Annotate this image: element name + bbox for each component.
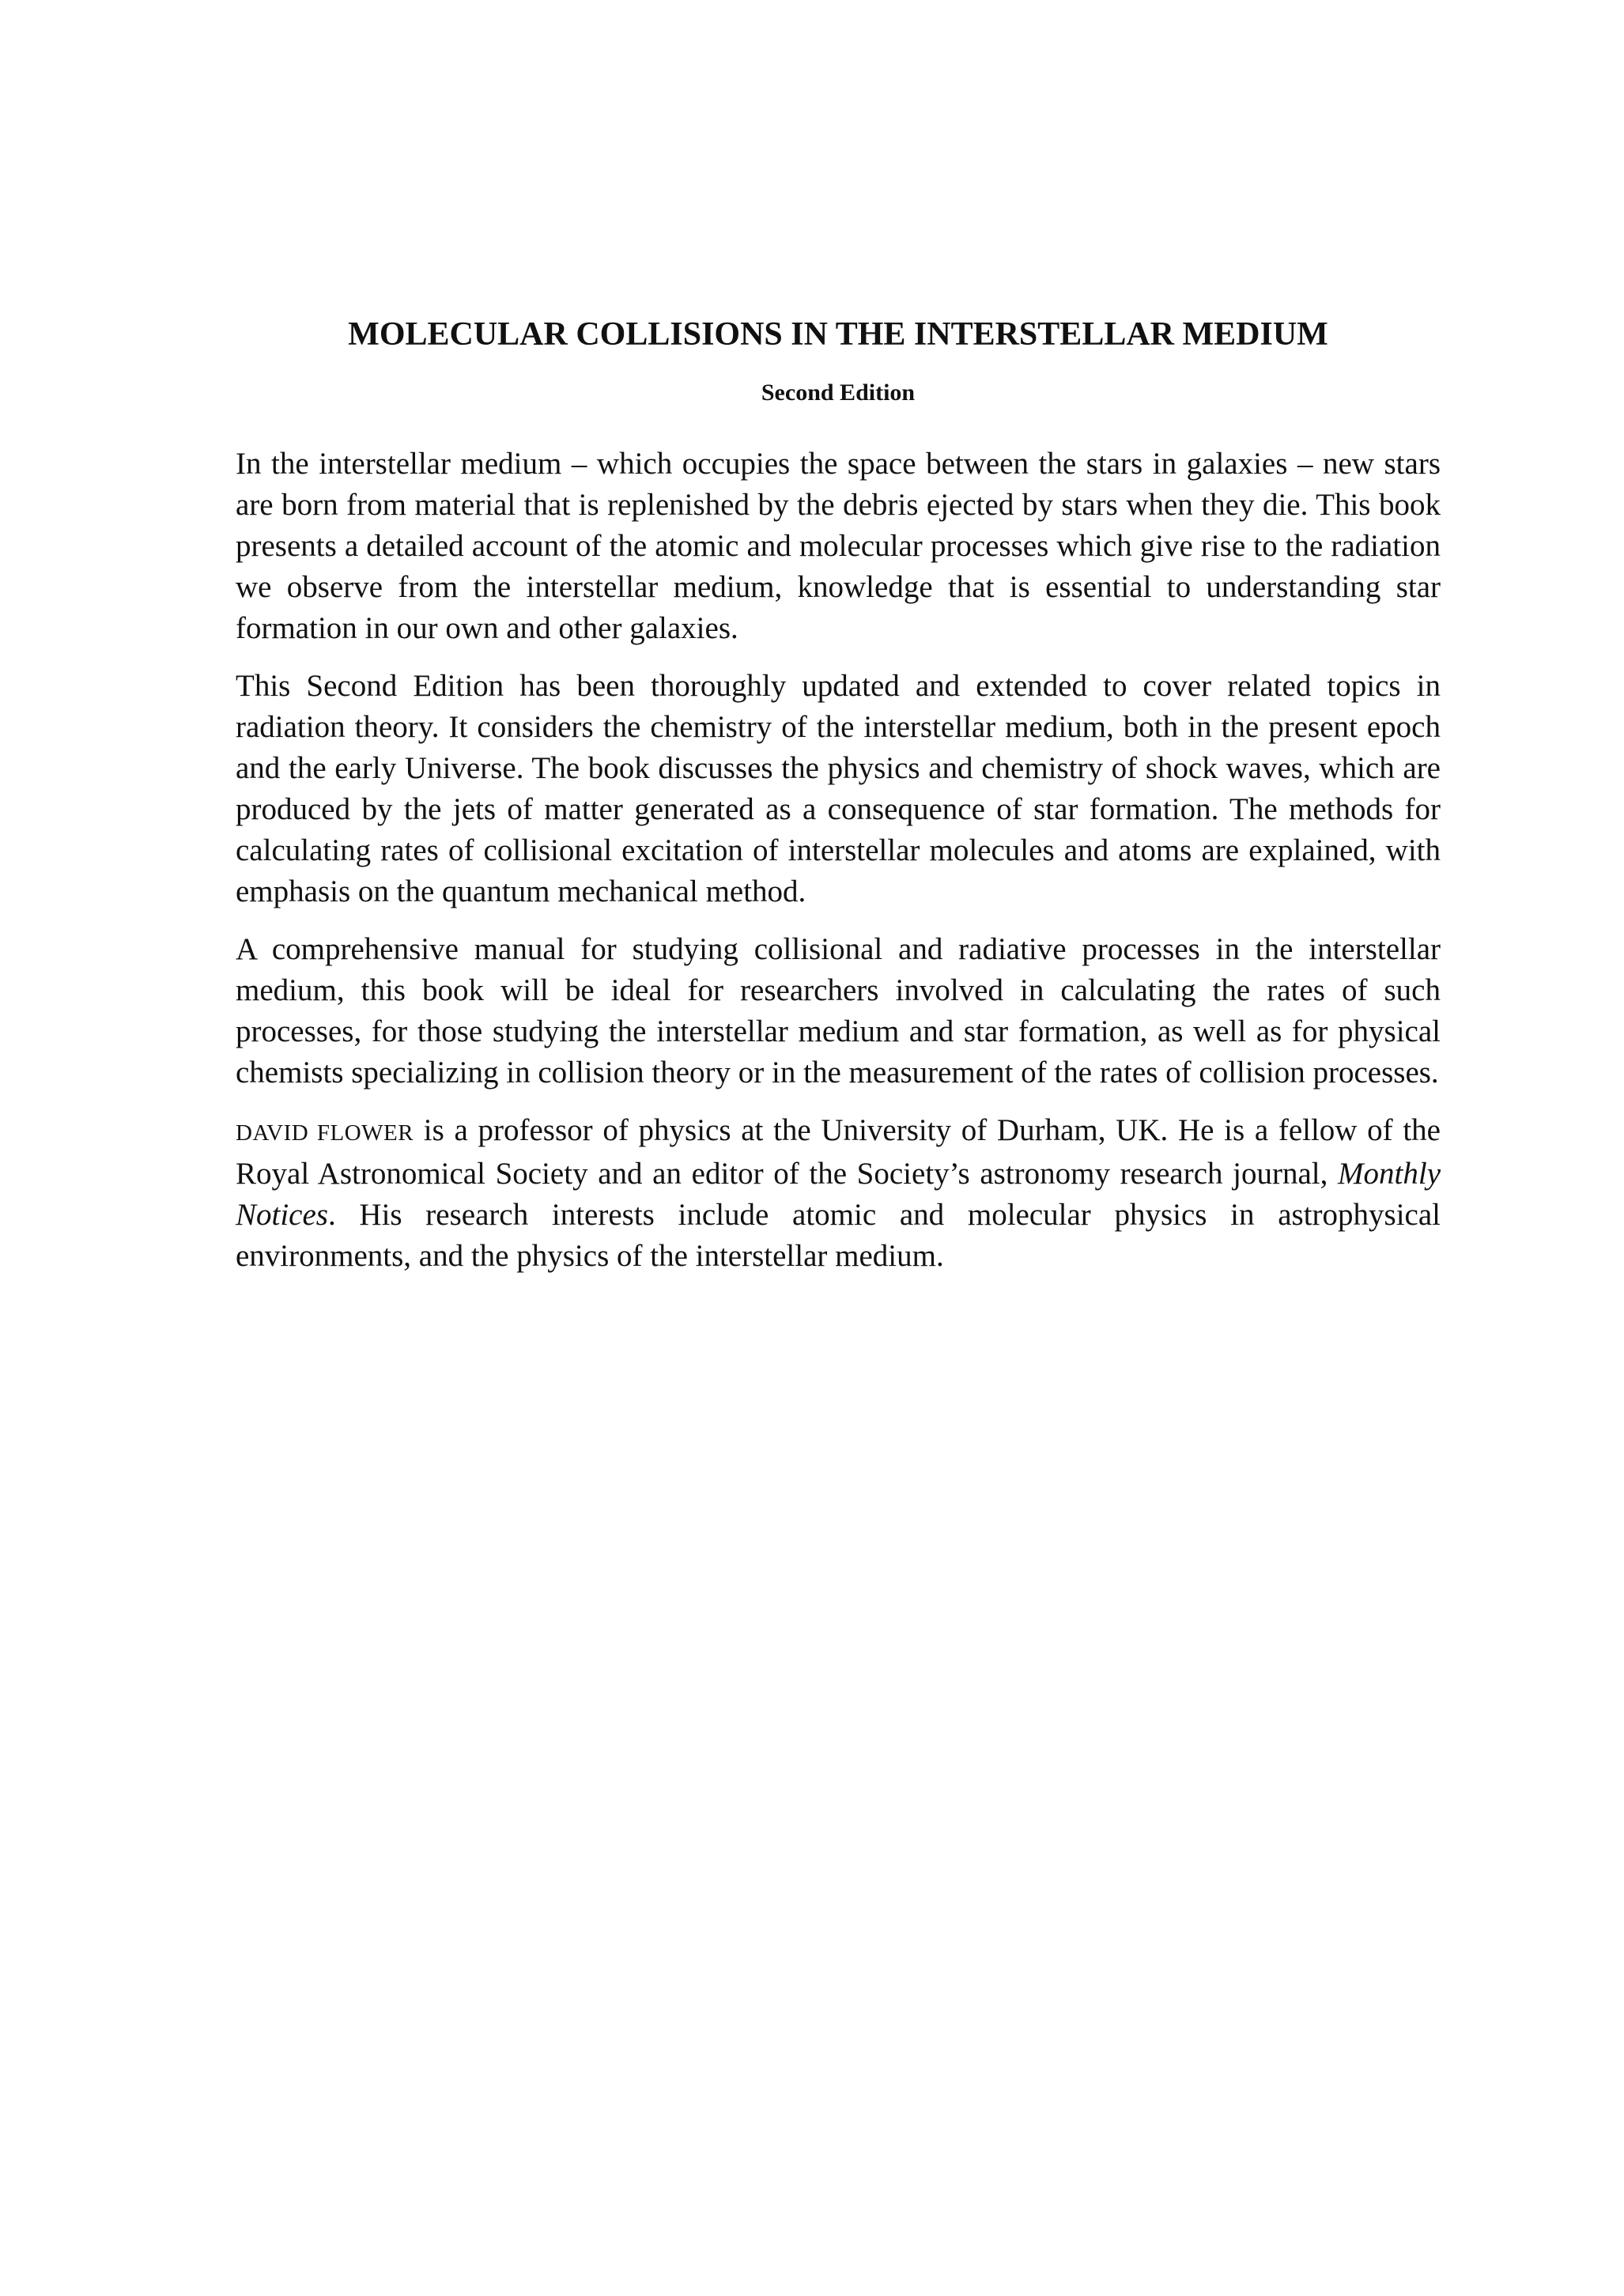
description-paragraph-2: This Second Edition has been thoroughly updated and extended to cover related topics in radiation theory. It considers the chemistry of the interstellar medium, both in the present epoch and the early Universe. The book discusses the physics and chemistry of shock waves, which are produced by the jets of matter generated as a consequence of star formation. The methods for calculating rates of collisional excitation of interstellar molecules and atoms are explained, with emphasis on the quantum mechanical method. [236, 669, 1441, 908]
description-paragraph-3: A comprehensive manual for studying collisional and radiative processes in the interstellar medium, this book will be ideal for researchers involved in calculating the rates of such processes, for those studying the interstellar medium and star formation, as well as for physical chemists specializing in collision theory or in the measurement of the rates of collision processes. [236, 932, 1441, 1089]
author-bio-text-1: is a professor of physics at the University of Durham, UK. He is a fellow of the Royal Astronomical Society and an editor of the Society’s astronomy research journal, [236, 1113, 1441, 1191]
page-content [236, 312, 1441, 1277]
author-bio-text-2: . His research interests include atomic and molecular physics in astrophysical environments, and the physics of the interstellar medium. [236, 1198, 1441, 1273]
book-title: MOLECULAR COLLISIONS IN THE INTERSTELLAR MEDIUM [348, 316, 1328, 353]
description-paragraph-1: In the interstellar medium – which occupies the space between the stars in galaxies – new stars are born from material that is replenished by the debris ejected by stars when they die. This book presents a detailed account of the atomic and molecular processes which give rise to the radiation we observe from the interstellar medium, knowledge that is essential to understanding star formation in our own and other galaxies. [236, 447, 1441, 645]
journal-title: Monthly Notices [236, 1157, 1441, 1232]
edition-subtitle: Second Edition [761, 380, 916, 406]
author-bio-paragraph [236, 1110, 1441, 1277]
author-name: DAVID FLOWER [236, 1120, 414, 1146]
